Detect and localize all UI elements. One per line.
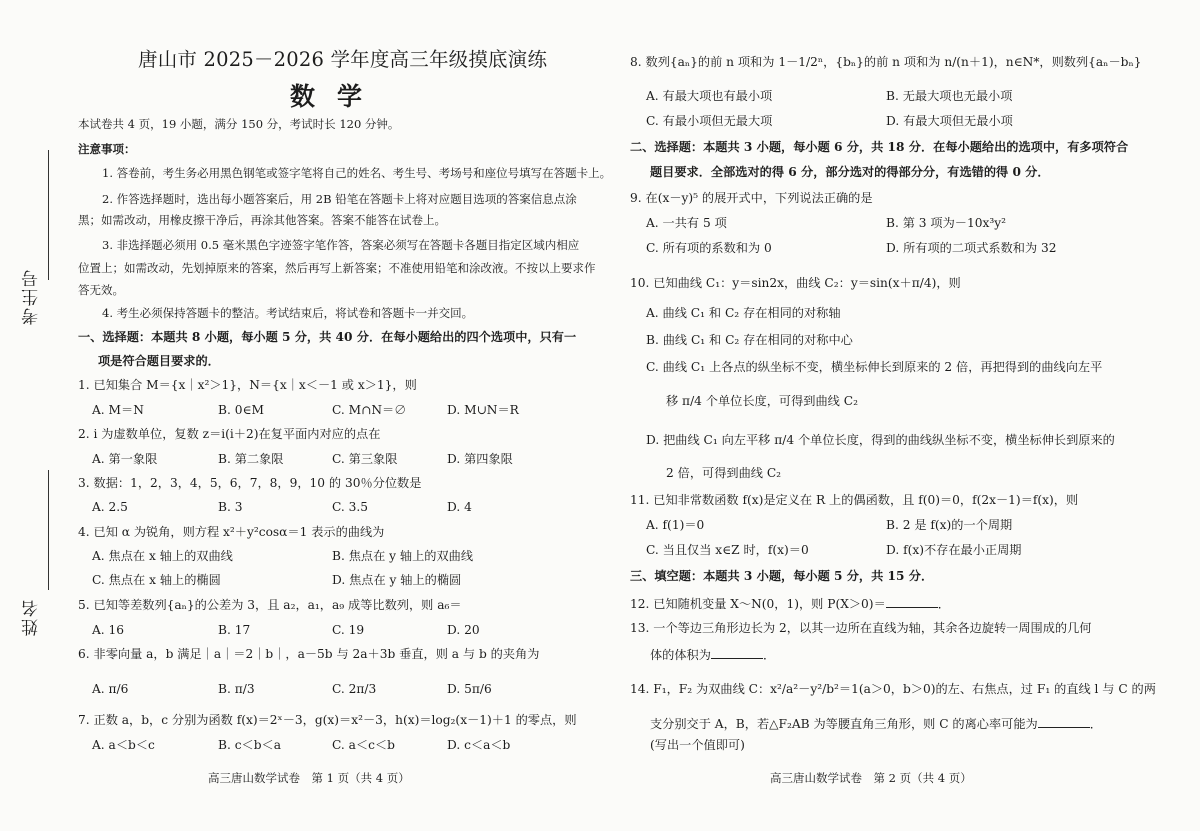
question-12: 12. 已知随机变量 X～N(0，1)，则 P(X＞0)＝ ． [630,597,950,611]
question-14-text: 支分别交于 A，B，若△F₂AB 为等腰直角三角形，则 C 的离心率可能为 [650,717,1038,731]
section-2-heading: 二、选择题：本题共 3 小题，每小题 6 分，共 18 分．在每小题给出的选项中，有多项符合 [630,140,1129,154]
option-b: B. 0∈M [218,403,264,417]
page-1 [78,0,612,831]
exam-intro: 本试卷共 4 页，19 小题，满分 150 分，考试时长 120 分钟。 [78,117,400,131]
notes-heading: 注意事项： [78,142,136,156]
option-b: B. π/3 [218,682,255,696]
option-b: B. 3 [218,500,243,514]
option-a: A. π/6 [92,682,129,696]
question-1: 1. 已知集合 M＝{x｜x²＞1}，N＝{x｜x＜－1 或 x＞1}，则 [78,378,417,392]
option-b: B. 17 [218,623,251,637]
option-a: A. 2.5 [92,500,128,514]
option-c: C. a＜c＜b [332,738,395,752]
option-b: B. 无最大项也无最小项 [886,89,1013,103]
page-2-footer: 高三唐山数学试卷 第 2 页（共 4 页） [770,771,972,785]
answer-blank [886,595,938,608]
option-a: A. 有最大项也有最小项 [646,89,773,103]
option-d-cont: 2 倍，可得到曲线 C₂ [666,466,782,480]
option-b: B. 第二象限 [218,452,284,466]
option-c: C. M∩N＝∅ [332,403,407,417]
question-12-text: 12. 已知随机变量 X～N(0，1)，则 P(X＞0)＝ [630,597,886,611]
option-a: A. 16 [92,623,125,637]
option-a: A. f(1)＝0 [646,518,705,532]
option-c: C. 曲线 C₁ 上各点的纵坐标不变，横坐标伸长到原来的 2 倍，再把得到的曲线向左平 [646,360,1103,374]
option-c: C. 2π/3 [332,682,377,696]
question-14-cont: 支分别交于 A，B，若△F₂AB 为等腰直角三角形，则 C 的离心率可能为 ． [650,717,1102,731]
section-1-heading-cont: 项是符合题目要求的． [98,354,220,368]
option-d: D. f(x)不存在最小正周期 [886,543,1022,557]
binding-margin [0,0,62,831]
question-11: 11. 已知非常数函数 f(x)是定义在 R 上的偶函数，且 f(0)＝0，f(2x－1)＝f(x)，则 [630,493,1079,507]
question-14-note: (写出一个值即可) [650,738,745,752]
exam-title: 唐山市 2025－2026 学年度高三年级摸底演练 [138,48,548,71]
option-d: D. 有最大项但无最小项 [886,114,1013,128]
subject-title: 数学 [290,82,385,111]
question-5: 5. 已知等差数列{aₙ}的公差为 3，且 a₂，a₁，a₉ 成等比数列，则 a₆＝ [78,598,462,612]
option-d: D. 20 [447,623,480,637]
question-9: 9. 在(x－y)⁵ 的展开式中，下列说法正确的是 [630,191,873,205]
name-label: 姓名 [22,598,42,636]
option-c-cont: 移 π/4 个单位长度，可得到曲线 C₂ [666,394,858,408]
note-1: 1. 答卷前，考生务必用黑色钢笔或签字笔将自己的姓名、考生号、考场号和座位号填写在答题卡上。 [102,166,612,180]
option-d: D. 焦点在 y 轴上的椭圆 [332,573,462,587]
option-d: D. c＜a＜b [447,738,511,752]
option-a: A. 一共有 5 项 [646,216,727,230]
question-13-text: 体的体积为 [650,648,711,662]
option-c: C. 焦点在 x 轴上的椭圆 [92,573,221,587]
note-3-end: 答无效。 [78,283,124,297]
question-13: 13. 一个等边三角形边长为 2，以其一边所在直线为轴，其余各边旋转一周围成的几何 [630,621,1092,635]
option-d: D. 5π/6 [447,682,492,696]
option-c: C. 19 [332,623,365,637]
question-13-cont: 体的体积为 ． [650,648,776,662]
question-7: 7. 正数 a，b，c 分别为函数 f(x)＝2ˣ－3，g(x)＝x²－3，h(x)＝log₂(x－1)＋1 的零点，则 [78,713,577,727]
note-2: 2. 作答选择题时，选出每小题答案后，用 2B 铅笔在答题卡上将对应题目选项的答案信息点涂 [102,192,577,206]
option-c: C. 第三象限 [332,452,398,466]
answer-blank [1038,715,1090,728]
question-6: 6. 非零向量 a，b 满足｜a｜＝2｜b｜，a－5b 与 2a＋3b 垂直，则 a 与 b 的夹角为 [78,647,540,661]
section-3-heading: 三、填空题：本题共 3 小题，每小题 5 分，共 15 分． [630,569,934,583]
option-c: C. 3.5 [332,500,369,514]
option-a: A. 曲线 C₁ 和 C₂ 存在相同的对称轴 [646,306,841,320]
question-8: 8. 数列{aₙ}的前 n 项和为 1－1/2ⁿ，{bₙ}的前 n 项和为 n/(n＋1)，n∈N*，则数列{aₙ－bₙ} [630,55,1142,69]
option-b: B. c＜b＜a [218,738,281,752]
option-b: B. 第 3 项为－10x³y² [886,216,1006,230]
option-a: A. a＜b＜c [92,738,155,752]
answer-blank [711,646,763,659]
page-2 [630,0,1156,831]
page-1-footer: 高三唐山数学试卷 第 1 页（共 4 页） [208,771,410,785]
option-d: D. M∪N＝R [447,403,519,417]
option-b: B. 2 是 f(x)的一个周期 [886,518,1013,532]
question-2: 2. i 为虚数单位，复数 z＝i(i＋2)在复平面内对应的点在 [78,427,381,441]
option-d: D. 第四象限 [447,452,513,466]
note-4: 4. 考生必须保持答题卡的整洁。考试结束后，将试卷和答题卡一并交回。 [102,306,474,320]
section-1-heading: 一、选择题：本题共 8 小题，每小题 5 分，共 40 分．在每小题给出的四个选项中，只有一 [78,330,577,344]
option-d: D. 4 [447,500,472,514]
exam-number-label: 考生号 [22,268,42,325]
question-4: 4. 已知 α 为锐角，则方程 x²＋y²cosα＝1 表示的曲线为 [78,525,385,539]
option-a: A. M＝N [92,403,144,417]
note-3: 3. 非选择题必须用 0.5 毫米黑色字迹签字笔作答，答案必须写在答题卡各题目指定区域内相应 [102,238,580,252]
option-b: B. 焦点在 y 轴上的双曲线 [332,549,474,563]
option-d: D. 所有项的二项式系数和为 32 [886,241,1057,255]
option-a: A. 焦点在 x 轴上的双曲线 [92,549,233,563]
name-line [48,470,49,590]
exam-number-line [48,150,49,280]
note-3-cont: 位置上；如需改动，先划掉原来的答案，然后再写上新答案；不准使用铅笔和涂改液。不按以上要求作 [78,261,596,275]
option-c: C. 有最小项但无最大项 [646,114,773,128]
section-2-heading-cont: 题目要求．全部选对的得 6 分，部分选对的得部分分，有选错的得 0 分． [650,165,1050,179]
question-14: 14. F₁，F₂ 为双曲线 C：x²/a²－y²/b²＝1(a＞0，b＞0)的左、右焦点，过 F₁ 的直线 l 与 C 的两 [630,682,1156,696]
option-b: B. 曲线 C₁ 和 C₂ 存在相同的对称中心 [646,333,853,347]
note-2-cont: 黑；如需改动，用橡皮擦干净后，再涂其他答案。答案不能答在试卷上。 [78,213,446,227]
option-c: C. 所有项的系数和为 0 [646,241,772,255]
question-10: 10. 已知曲线 C₁：y＝sin2x，曲线 C₂：y＝sin(x＋π/4)，则 [630,276,961,290]
option-d: D. 把曲线 C₁ 向左平移 π/4 个单位长度，得到的曲线纵坐标不变，横坐标伸长到原来的 [646,433,1115,447]
option-a: A. 第一象限 [92,452,158,466]
question-3: 3. 数据：1，2，3，4，5，6，7，8，9，10 的 30％分位数是 [78,476,422,490]
option-c: C. 当且仅当 x∈Z 时，f(x)＝0 [646,543,809,557]
